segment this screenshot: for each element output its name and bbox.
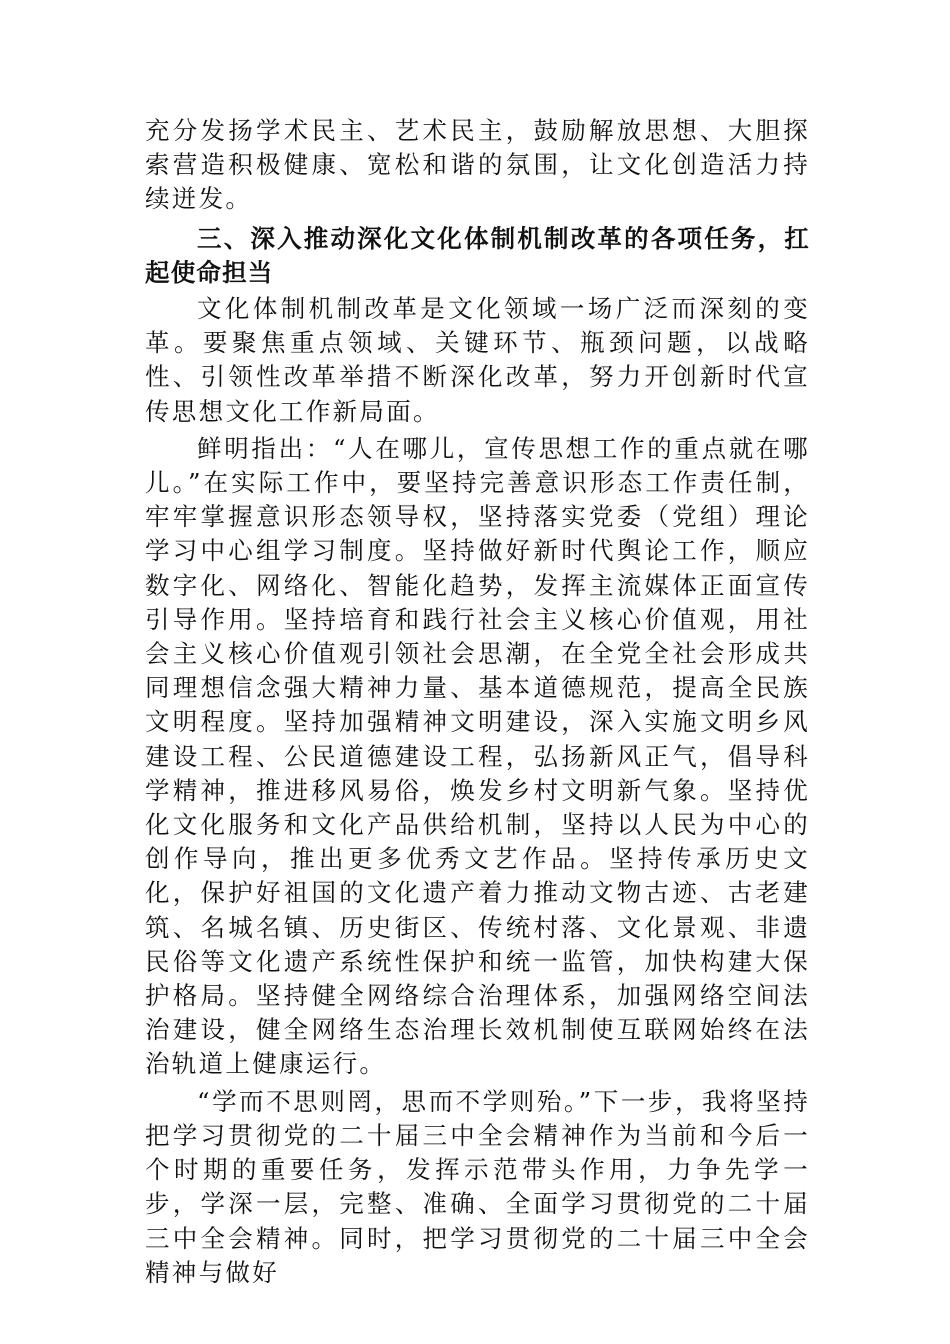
section-heading: 三、深入推动深化文化体制机制改革的各项任务，扛起使命担当 <box>145 223 810 287</box>
body-paragraph: 文化体制机制改革是文化领域一场广泛而深刻的变革。要聚焦重点领域、关键环节、瓶颈问题，以战略性、引领性改革举措不断深化改革，努力开创新时代宣传思想文化工作新局面。 <box>145 294 810 426</box>
document-page <box>145 114 810 1290</box>
body-paragraph: “学而不思则罔，思而不学则殆。”下一步，我将坚持把学习贯彻党的二十届三中全会精神作为当前和今后一个时期的重要任务，发挥示范带头作用，力争先学一步，学深一层，完整、准确、全面学习贯彻党的二十届三中全会精神。同时，把学习贯彻党的二十届三中全会精神与做好 <box>145 1086 810 1287</box>
body-paragraph: 鲜明指出：“人在哪儿，宣传思想工作的重点就在哪儿。”在实际工作中，要坚持完善意识形态工作责任制，牢牢掌握意识形态领导权，坚持落实党委（党组）理论学习中心组学习制度。坚持做好新时代舆论工作，顺应数字化、网络化、智能化趋势，发挥主流媒体正面宣传引导作用。坚持培育和践行社会主义核心价值观，用社会主义核心价值观引领社会思潮，在全党全社会形成共同理想信念强大精神力量、基本道德规范，提高全民族文明程度。坚持加强精神文明建设，深入实施文明乡风建设工程、公民道德建设工程，弘扬新风正气，倡导科学精神，推进移风易俗，焕发乡村文明新气象。坚持优化文化服务和文化产品供给机制，坚持以人民为中心的创作导向，推出更多优秀文艺作品。坚持传承历史文化，保护好祖国的文化遗产着力推动文物古迹、古老建筑、名城名镇、历史街区、传统村落、文化景观、非遗民俗等文化遗产系统性保护和统一监管，加快构建大保护格局。坚持健全网络综合治理体系，加强网络空间法治建设，健全网络生态治理长效机制使互联网始终在法治轨道上健康运行。 <box>145 433 810 1079</box>
body-paragraph: 充分发扬学术民主、艺术民主，鼓励解放思想、大胆探索营造积极健康、宽松和谐的氛围，让文化创造活力持续迸发。 <box>145 116 810 214</box>
